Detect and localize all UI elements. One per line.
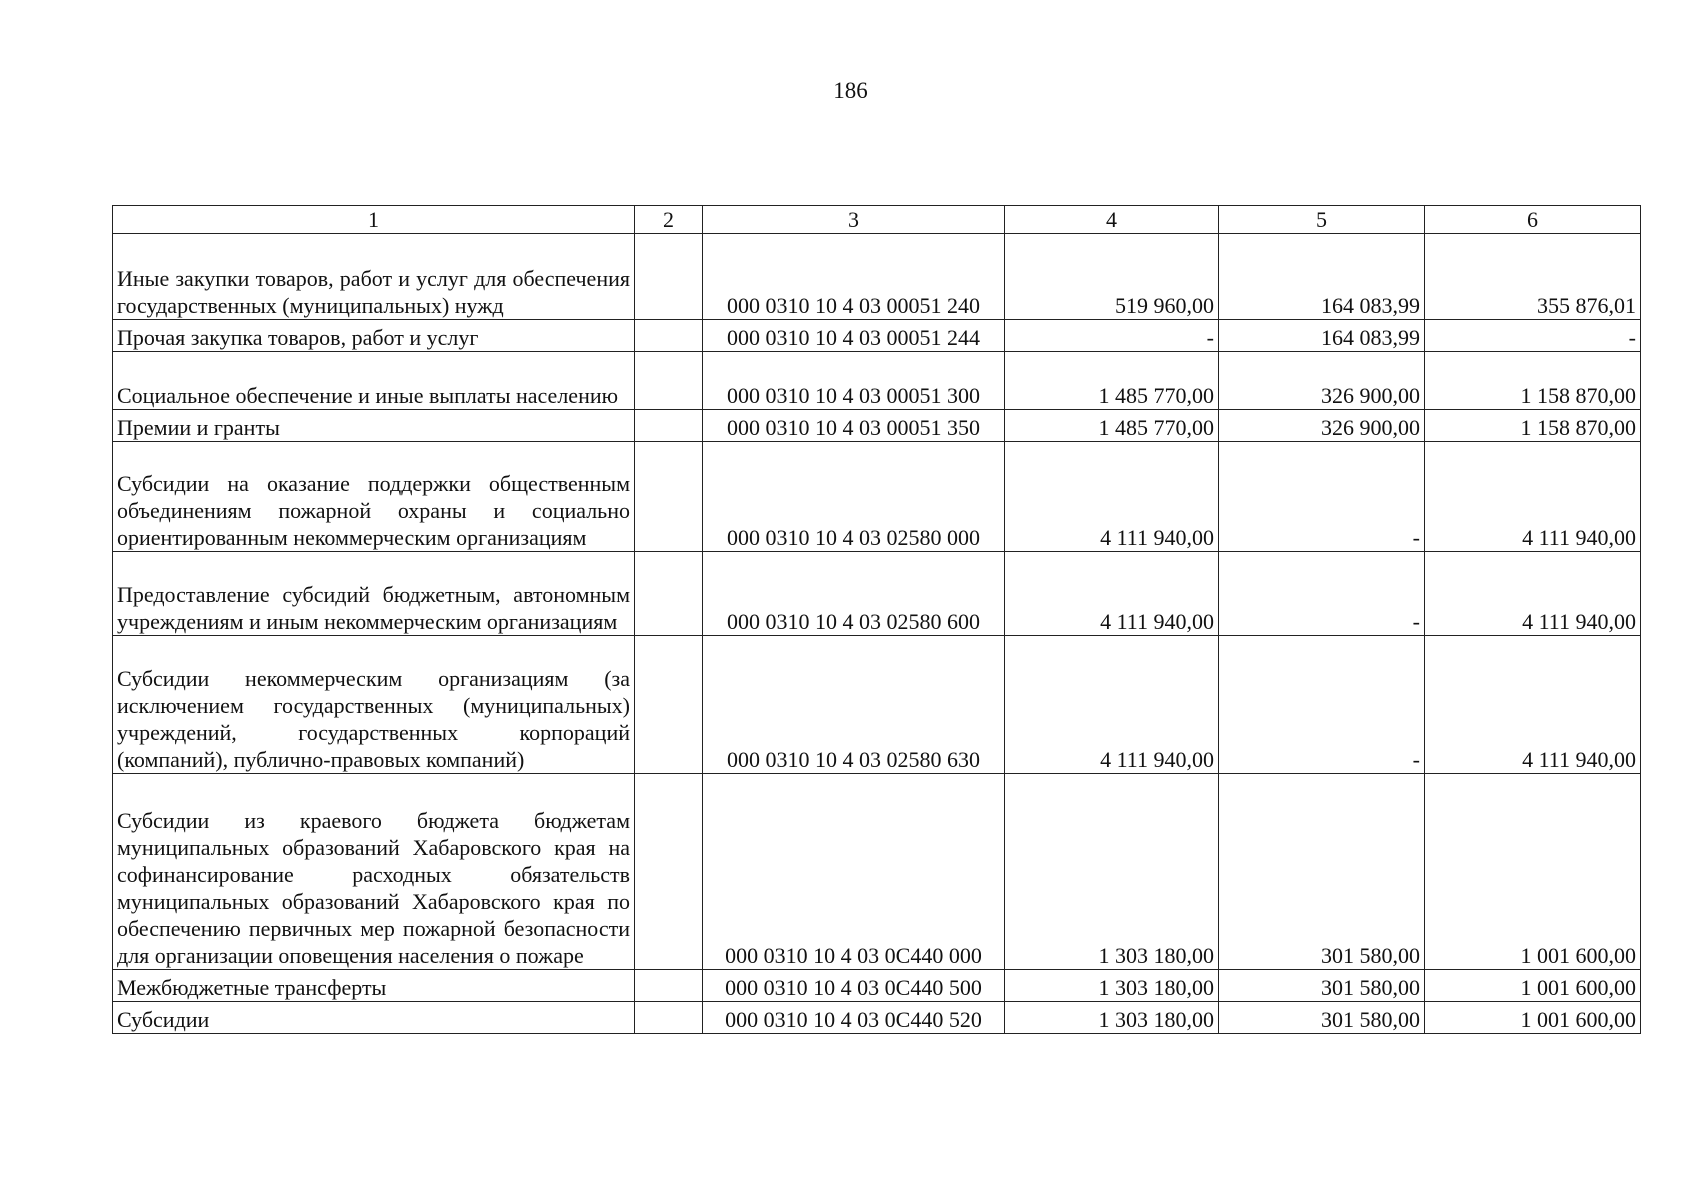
column-header-6: 6: [1425, 206, 1641, 234]
table-row: [113, 1002, 1641, 1034]
column-header-2: 2: [635, 206, 703, 234]
table-row: [113, 352, 1641, 410]
row-col6-value: 4 111 940,00: [1425, 636, 1641, 774]
row-description: Субсидии: [113, 1002, 635, 1034]
row-description: Межбюджетные трансферты: [113, 970, 635, 1002]
table-row: [113, 320, 1641, 352]
table-body: [113, 234, 1641, 1034]
row-code: 000 0310 10 4 03 00051 244: [703, 320, 1005, 352]
row-col6-value: 4 111 940,00: [1425, 552, 1641, 636]
row-code: 000 0310 10 4 03 00051 300: [703, 352, 1005, 410]
table-row: [113, 774, 1641, 970]
row-description: Прочая закупка товаров, работ и услуг: [113, 320, 635, 352]
row-col4-value: 4 111 940,00: [1005, 442, 1219, 552]
page-number: 186: [833, 78, 868, 103]
row-code: 000 0310 10 4 03 0С440 000: [703, 774, 1005, 970]
row-col6-value: 1 001 600,00: [1425, 1002, 1641, 1034]
row-code: 000 0310 10 4 03 0С440 520: [703, 1002, 1005, 1034]
row-col5-value: 164 083,99: [1219, 320, 1425, 352]
row-col6-value: 4 111 940,00: [1425, 442, 1641, 552]
row-col2: [635, 636, 703, 774]
table-row: [113, 410, 1641, 442]
row-description: Субсидии из краевого бюджета бюджетам муниципальных образований Хабаровского края на софинансирование расходных обязательств муниципальных образований Хабаровского края по обеспечению первичных мер пожарной безопасности для организации оповещения населения о пожаре: [113, 774, 635, 970]
row-col6-value: 1 001 600,00: [1425, 774, 1641, 970]
column-header-3: 3: [703, 206, 1005, 234]
row-col6-value: 1 158 870,00: [1425, 352, 1641, 410]
row-col5-value: 301 580,00: [1219, 970, 1425, 1002]
table-row: [113, 552, 1641, 636]
row-col4-value: -: [1005, 320, 1219, 352]
row-col5-value: -: [1219, 552, 1425, 636]
column-header-4: 4: [1005, 206, 1219, 234]
row-description: Предоставление субсидий бюджетным, автономным учреждениям и иным некоммерческим организациям: [113, 552, 635, 636]
row-col5-value: -: [1219, 636, 1425, 774]
row-col2: [635, 552, 703, 636]
row-col5-value: 301 580,00: [1219, 1002, 1425, 1034]
row-code: 000 0310 10 4 03 02580 600: [703, 552, 1005, 636]
row-code: 000 0310 10 4 03 0С440 500: [703, 970, 1005, 1002]
row-code: 000 0310 10 4 03 00051 240: [703, 234, 1005, 320]
row-description: Субсидии некоммерческим организациям (за исключением государственных (муниципальных) учреждений, государственных корпораций (компаний), публично-правовых компаний): [113, 636, 635, 774]
row-col6-value: 1 001 600,00: [1425, 970, 1641, 1002]
row-col4-value: 519 960,00: [1005, 234, 1219, 320]
budget-table: [112, 205, 1641, 1034]
row-col4-value: 4 111 940,00: [1005, 636, 1219, 774]
row-description: Премии и гранты: [113, 410, 635, 442]
column-number-row: [113, 206, 1641, 234]
row-col4-value: 4 111 940,00: [1005, 552, 1219, 636]
row-col5-value: 326 900,00: [1219, 352, 1425, 410]
row-col2: [635, 970, 703, 1002]
row-col5-value: 164 083,99: [1219, 234, 1425, 320]
row-col5-value: -: [1219, 442, 1425, 552]
row-col2: [635, 410, 703, 442]
row-col6-value: 1 158 870,00: [1425, 410, 1641, 442]
row-description: Иные закупки товаров, работ и услуг для обеспечения государственных (муниципальных) нужд: [113, 234, 635, 320]
row-col2: [635, 442, 703, 552]
table-row: [113, 442, 1641, 552]
row-col4-value: 1 303 180,00: [1005, 774, 1219, 970]
table-row: [113, 970, 1641, 1002]
row-code: 000 0310 10 4 03 02580 000: [703, 442, 1005, 552]
row-code: 000 0310 10 4 03 02580 630: [703, 636, 1005, 774]
row-col6-value: 355 876,01: [1425, 234, 1641, 320]
row-description: Социальное обеспечение и иные выплаты населению: [113, 352, 635, 410]
table-row: [113, 234, 1641, 320]
row-col6-value: -: [1425, 320, 1641, 352]
row-col2: [635, 1002, 703, 1034]
row-col4-value: 1 303 180,00: [1005, 1002, 1219, 1034]
row-col4-value: 1 485 770,00: [1005, 410, 1219, 442]
row-col4-value: 1 485 770,00: [1005, 352, 1219, 410]
table-header: [113, 206, 1641, 234]
row-col2: [635, 774, 703, 970]
row-col2: [635, 320, 703, 352]
row-col2: [635, 352, 703, 410]
row-col4-value: 1 303 180,00: [1005, 970, 1219, 1002]
row-description: Субсидии на оказание поддержки общественным объединениям пожарной охраны и социально ориентированным некоммерческим организациям: [113, 442, 635, 552]
column-header-5: 5: [1219, 206, 1425, 234]
table-row: [113, 636, 1641, 774]
row-col5-value: 326 900,00: [1219, 410, 1425, 442]
column-header-1: 1: [113, 206, 635, 234]
row-col2: [635, 234, 703, 320]
row-col5-value: 301 580,00: [1219, 774, 1425, 970]
row-code: 000 0310 10 4 03 00051 350: [703, 410, 1005, 442]
